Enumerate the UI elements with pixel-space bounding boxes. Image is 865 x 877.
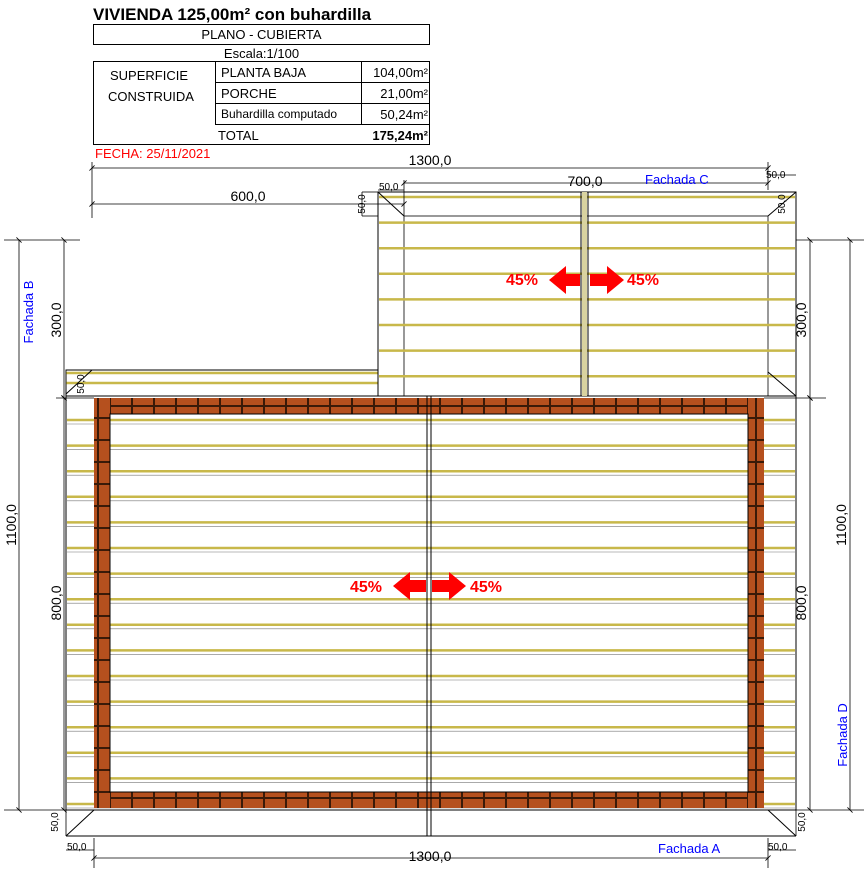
dim-overhang-bottom-right-v: 50,0 (797, 812, 808, 832)
facade-d-label: Fachada D (835, 703, 850, 767)
dim-overhang-attic-top-right: 50,0 (766, 170, 786, 181)
dim-top-total: 1300,0 (408, 152, 452, 168)
slope-main-left: 45% (350, 579, 383, 596)
dim-top-attic: 700,0 (567, 173, 603, 189)
total-label: TOTAL (218, 128, 259, 143)
dim-top-left: 600,0 (230, 188, 266, 204)
area-label-2: CONSTRUIDA (108, 89, 194, 104)
row-value-planta-baja: 104,00m² (373, 65, 428, 80)
page-title: VIVIENDA 125,00m² con buhardilla (93, 5, 372, 24)
slope-attic-right: 45% (627, 272, 660, 289)
slope-attic-left: 45% (506, 272, 539, 289)
dim-overhang-bottom-left-h: 50,0 (67, 842, 87, 853)
porch-roof (66, 370, 378, 396)
area-label-1: SUPERFICIE (110, 68, 189, 83)
plan-subtitle: PLANO - CUBIERTA (201, 27, 322, 42)
dim-overhang-attic-left: 50,0 (357, 194, 368, 214)
dim-overhang-bottom-left-v: 50,0 (50, 812, 61, 832)
date-label: FECHA: 25/11/2021 (95, 146, 211, 161)
dim-bottom-total: 1300,0 (408, 848, 452, 864)
facade-b-label: Fachada B (21, 280, 36, 344)
slope-main-right: 45% (470, 579, 503, 596)
dim-overhang-porch: 50,0 (76, 374, 87, 394)
dim-right-upper: 300,0 (793, 302, 809, 338)
row-label-porche: PORCHE (221, 86, 277, 101)
row-value-buhardilla: 50,24m² (380, 107, 428, 122)
dim-overhang-attic-top-left: 50,0 (379, 182, 399, 193)
dim-right-total: 1100,0 (833, 504, 849, 546)
total-value: 175,24m² (372, 128, 428, 143)
dim-right-lower: 800,0 (793, 585, 809, 621)
main-roof (66, 371, 796, 836)
dim-overhang-attic-right: 50,0 (777, 194, 788, 214)
row-value-porche: 21,00m² (380, 86, 428, 101)
scale-label: Escala:1/100 (223, 46, 300, 61)
attic-roof (378, 192, 796, 396)
row-label-buhardilla: Buhardilla computado (221, 107, 338, 121)
dim-overhang-bottom-right-h: 50,0 (768, 842, 788, 853)
row-label-planta-baja: PLANTA BAJA (221, 65, 307, 80)
facade-a-label: Fachada A (658, 841, 721, 856)
dim-left-lower: 800,0 (48, 585, 64, 621)
dim-left-total: 1100,0 (3, 504, 19, 546)
facade-c-label: Fachada C (645, 172, 709, 187)
dim-left-upper: 300,0 (48, 302, 64, 338)
